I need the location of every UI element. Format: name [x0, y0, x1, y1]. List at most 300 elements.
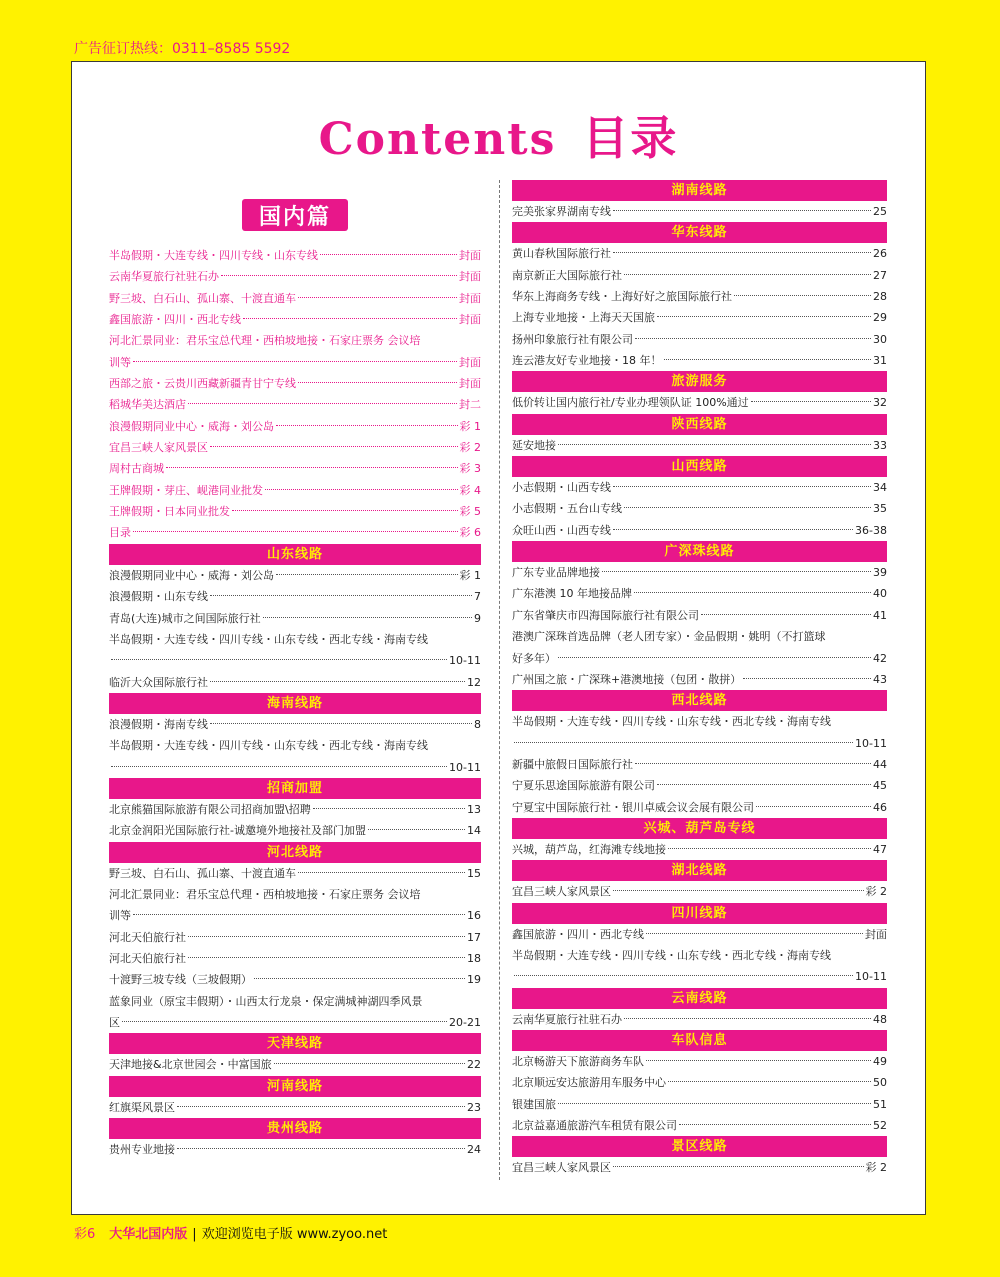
toc-entry-page: 43	[873, 672, 887, 686]
toc-entry[interactable]	[512, 1157, 887, 1178]
toc-entry[interactable]	[109, 352, 481, 373]
toc-entry-page: 7	[474, 590, 481, 604]
toc-entry-page: 51	[873, 1097, 887, 1111]
footer-separator: |	[192, 1227, 197, 1242]
toc-entry-title: 新疆中旅假日国际旅行社	[512, 757, 633, 771]
dot-leader	[635, 763, 871, 764]
dot-leader	[368, 829, 465, 830]
toc-entry-title: 十渡野三坡专线（三坡假期）	[109, 973, 252, 987]
toc-entry-page: 封面	[459, 355, 481, 369]
toc-entry-title: 小志假期・山西专线	[512, 481, 611, 495]
toc-entry-title: 半岛假期・大连专线・四川专线・山东专线・西北专线・海南专线	[512, 948, 831, 962]
toc-entry-title: 贵州专业地接	[109, 1143, 175, 1157]
toc-entry-page: 19	[467, 973, 481, 987]
dot-leader	[624, 507, 871, 508]
dot-leader	[265, 489, 458, 490]
toc-section	[512, 456, 887, 541]
toc-entry-title: 野三坡、白石山、孤山寨、十渡直通车	[109, 291, 296, 305]
section-header: 广深珠线路	[512, 541, 887, 562]
toc-entry-title: 蓝象同业（原宝丰假期）・山西太行龙泉・保定满城神湖四季风景	[109, 994, 423, 1008]
dot-leader	[263, 617, 472, 618]
dot-leader	[188, 936, 465, 937]
toc-entry[interactable]	[512, 648, 887, 669]
toc-entry-title: 半岛假期・大连专线・四川专线・山东专线・西北专线・海南专线	[109, 632, 428, 646]
toc-entry-page: 50	[873, 1076, 887, 1090]
toc-entry[interactable]	[109, 437, 481, 458]
toc-entry-page: 彩 4	[459, 483, 481, 497]
toc-entry-title: 目录	[109, 526, 131, 540]
toc-entry-title: 浪漫假期同业中心・威海・刘公岛	[109, 568, 274, 582]
toc-entry-page: 39	[873, 566, 887, 580]
toc-entry[interactable]	[109, 1012, 481, 1033]
toc-entry-page: 25	[873, 205, 887, 218]
section-header: 湖北线路	[512, 860, 887, 881]
toc-entry-title: 红旗渠风景区	[109, 1100, 175, 1114]
toc-entry[interactable]	[109, 820, 481, 841]
toc-entry[interactable]	[512, 329, 887, 350]
toc-entry-title: 宜昌三峡人家风景区	[512, 1161, 611, 1175]
toc-entry-title: 浪漫假期同业中心・威海・刘公岛	[109, 419, 274, 433]
toc-entry[interactable]	[109, 799, 481, 820]
toc-entry-page: 彩 2	[865, 1161, 887, 1175]
toc-entry[interactable]	[512, 392, 887, 413]
toc-entry[interactable]	[109, 394, 481, 415]
dot-leader	[635, 338, 871, 339]
dot-leader	[558, 1103, 871, 1104]
toc-entry-page: 10-11	[449, 654, 481, 668]
toc-entry-page: 40	[873, 587, 887, 601]
toc-entry[interactable]	[512, 1094, 887, 1115]
dot-leader	[664, 359, 872, 360]
toc-entry[interactable]	[109, 458, 481, 479]
toc-entry-page: 封二	[459, 398, 481, 412]
section-header: 西北线路	[512, 690, 887, 711]
toc-entry[interactable]	[512, 1051, 887, 1072]
toc-entry-page: 彩 5	[459, 505, 481, 519]
toc-entry[interactable]	[512, 711, 887, 732]
toc-entry-page: 30	[873, 332, 887, 346]
left-column	[109, 245, 481, 1160]
section-header: 陕西线路	[512, 414, 887, 435]
toc-entry-title: 野三坡、白石山、孤山寨、十渡直通车	[109, 866, 296, 880]
dot-leader	[210, 446, 458, 447]
toc-entry[interactable]	[512, 477, 887, 498]
toc-entry[interactable]	[512, 754, 887, 775]
toc-entry[interactable]	[512, 1115, 887, 1136]
toc-entry[interactable]	[109, 927, 481, 948]
toc-entry[interactable]	[109, 672, 481, 693]
toc-entry-page: 13	[467, 802, 481, 816]
toc-entry-title: 宜昌三峡人家风景区	[512, 885, 611, 899]
toc-entry[interactable]	[109, 586, 481, 607]
toc-entry-page: 41	[873, 608, 887, 622]
dot-leader	[734, 295, 871, 296]
dot-leader	[188, 403, 457, 404]
toc-entry-page: 27	[873, 268, 887, 282]
toc-entry[interactable]	[109, 1139, 481, 1160]
toc-entry[interactable]	[109, 650, 481, 671]
dot-leader	[668, 1081, 871, 1082]
toc-entry-title: 王牌假期・芽庄、岘港同业批发	[109, 483, 263, 497]
toc-entry-title: 北京畅游天下旅游商务车队	[512, 1054, 644, 1068]
ad-hotline: 广告征订热线：0311–8585 5592	[74, 41, 291, 57]
toc-entry-page: 44	[873, 757, 887, 771]
dot-leader	[558, 444, 871, 445]
toc-section	[512, 1136, 887, 1178]
dot-leader	[701, 614, 871, 615]
dot-leader	[210, 723, 472, 724]
dot-leader	[111, 766, 447, 767]
section-header: 四川线路	[512, 903, 887, 924]
toc-entry[interactable]	[512, 201, 887, 222]
toc-entry-page: 33	[873, 438, 887, 452]
toc-section	[512, 690, 887, 818]
toc-entry[interactable]	[109, 991, 481, 1012]
toc-entry[interactable]	[512, 265, 887, 286]
section-header: 河北线路	[109, 842, 481, 863]
toc-entry-title: 银建国旅	[512, 1097, 556, 1111]
toc-entry-page: 29	[873, 311, 887, 325]
dot-leader	[514, 742, 853, 743]
toc-entry-title: 好多年）	[512, 651, 556, 665]
toc-entry-title: 区	[109, 1016, 120, 1029]
toc-entry[interactable]	[109, 884, 481, 905]
section-header: 山东线路	[109, 544, 481, 565]
toc-entry[interactable]	[512, 350, 887, 371]
toc-entry-page: 封面	[459, 313, 481, 327]
toc-entry[interactable]	[512, 307, 887, 328]
toc-entry-page: 8	[474, 717, 481, 731]
toc-entry-page: 封面	[459, 377, 481, 391]
dot-leader	[210, 595, 472, 596]
toc-section	[109, 544, 481, 693]
toc-entry-title: 宁夏宝中国际旅行社・银川卓威会议会展有限公司	[512, 800, 754, 814]
toc-entry-title: 鑫国旅游・四川・西北专线	[512, 927, 644, 941]
toc-entry-title: 浪漫假期・海南专线	[109, 717, 208, 731]
toc-section	[109, 842, 481, 1034]
toc-entry-title: 天津地接&北京世园会・中富国旅	[109, 1058, 272, 1072]
dot-leader	[133, 914, 465, 915]
dot-leader	[166, 467, 458, 468]
dot-leader	[254, 978, 465, 979]
section-header: 兴城、葫芦岛专线	[512, 818, 887, 839]
toc-entry-page: 48	[873, 1012, 887, 1026]
toc-entry-title: 黄山春秋国际旅行社	[512, 247, 611, 261]
toc-entry-page: 彩 3	[459, 462, 481, 476]
toc-entry[interactable]	[109, 905, 481, 926]
toc-entry-title: 稻城华美达酒店	[109, 398, 186, 412]
toc-entry-title: 北京熊猫国际旅游有限公司招商加盟\招聘	[109, 802, 311, 816]
toc-entry-title: 训等	[109, 355, 131, 369]
toc-entry[interactable]	[109, 480, 481, 501]
section-header: 山西线路	[512, 456, 887, 477]
dot-leader	[613, 486, 871, 487]
dot-leader	[613, 1166, 864, 1167]
toc-entry-title: 浪漫假期・山东专线	[109, 590, 208, 604]
dot-leader	[221, 275, 457, 276]
toc-entry[interactable]	[512, 583, 887, 604]
page-title	[72, 102, 925, 168]
toc-entry-title: 兴城，葫芦岛，红海滩专线地接	[512, 842, 666, 856]
dot-leader	[679, 1124, 871, 1125]
publication-name: 大华北国内版	[109, 1227, 188, 1242]
toc-entry-title: 上海专业地接・上海天天国旅	[512, 311, 655, 325]
toc-entry[interactable]	[512, 839, 887, 860]
toc-section	[109, 778, 481, 842]
toc-entry[interactable]	[512, 1072, 887, 1093]
title-en: Contents	[318, 114, 557, 165]
toc-entry-title: 广东港澳 10 年地接品牌	[512, 587, 632, 601]
toc-entry-page: 28	[873, 290, 887, 304]
dot-leader	[298, 872, 465, 873]
dot-leader	[210, 681, 465, 682]
toc-entry-page: 35	[873, 502, 887, 516]
toc-entry-page: 32	[873, 396, 887, 410]
toc-entry-title: 云南华夏旅行社驻石办	[109, 270, 219, 284]
dot-leader	[751, 401, 871, 402]
toc-entry-page: 24	[467, 1143, 481, 1157]
dot-leader	[558, 657, 871, 658]
toc-entry-title: 延安地接	[512, 438, 556, 452]
toc-entry-title: 宜昌三峡人家风景区	[109, 441, 208, 455]
dot-leader	[274, 1063, 465, 1064]
right-column	[512, 180, 887, 1179]
toc-entry-title: 华东上海商务专线・上海好好之旅国际旅行社	[512, 290, 732, 304]
toc-entry[interactable]	[109, 330, 481, 351]
toc-entry-title: 港澳广深珠首选品牌（老人团专家）・金品假期・姚明（不打篮球	[512, 630, 826, 644]
toc-entry-page: 15	[467, 866, 481, 880]
domestic-section-label: 国内篇	[242, 199, 348, 231]
dot-leader	[657, 784, 871, 785]
toc-entry-title: 南京新正大国际旅行社	[512, 268, 622, 282]
toc-entry[interactable]	[512, 881, 887, 902]
toc-entry-page: 封面	[459, 291, 481, 305]
toc-entry[interactable]	[512, 945, 887, 966]
dot-leader	[602, 571, 871, 572]
toc-section	[109, 1033, 481, 1075]
dot-leader	[624, 1018, 871, 1019]
toc-entry-title: 低价转让国内旅行社/专业办理领队证 100%通过	[512, 396, 749, 410]
toc-section	[512, 541, 887, 690]
toc-entry-title: 北京顺远安达旅游用车服务中心	[512, 1076, 666, 1090]
title-cn: 目录	[582, 111, 679, 165]
toc-entry[interactable]	[109, 416, 481, 437]
page-number: 彩6	[74, 1227, 96, 1242]
toc-entry-page: 18	[467, 951, 481, 965]
toc-entry[interactable]	[109, 608, 481, 629]
toc-entry-title: 广东省肇庆市四海国际旅行社有限公司	[512, 608, 699, 622]
toc-entry[interactable]	[512, 626, 887, 647]
section-header: 旅游服务	[512, 371, 887, 392]
toc-section	[512, 1030, 887, 1136]
dot-leader	[111, 659, 447, 660]
toc-entry-title: 河北汇景同业：君乐宝总代理・西柏坡地接・石家庄票务 会议培	[109, 887, 421, 901]
toc-entry-page: 10-11	[855, 736, 887, 750]
section-header: 天津线路	[109, 1033, 481, 1054]
dot-leader	[122, 1021, 447, 1022]
toc-entry[interactable]	[512, 435, 887, 456]
toc-entry-title: 广东专业品牌地接	[512, 566, 600, 580]
toc-entry[interactable]	[512, 733, 887, 754]
toc-entry-title: 河北天伯旅行社	[109, 951, 186, 965]
dot-leader	[613, 210, 871, 211]
toc-entry[interactable]	[109, 565, 481, 586]
toc-entry[interactable]	[109, 757, 481, 778]
toc-section	[512, 903, 887, 988]
toc-entry[interactable]	[109, 266, 481, 287]
toc-entry-title: 北京益嘉通旅游汽车租赁有限公司	[512, 1119, 677, 1132]
toc-entry[interactable]	[109, 969, 481, 990]
toc-entry-page: 12	[467, 675, 481, 689]
toc-entry[interactable]	[512, 797, 887, 818]
toc-entry-page: 彩 1	[459, 568, 481, 582]
toc-entry[interactable]	[512, 286, 887, 307]
dot-leader	[298, 382, 457, 383]
toc-entry-page: 封面	[865, 927, 887, 941]
toc-entry-page: 彩 1	[459, 419, 481, 433]
toc-entry-title: 广州国之旅・广深珠+港澳地接（包团・散拼）	[512, 672, 742, 686]
toc-entry-title: 临沂大众国际旅行社	[109, 675, 208, 689]
dot-leader	[624, 274, 871, 275]
toc-entry-title: 扬州印象旅行社有限公司	[512, 332, 633, 346]
toc-entry-title: 半岛假期・大连专线・四川专线・山东专线	[109, 249, 318, 262]
toc-section	[512, 180, 887, 222]
toc-entry-title: 青岛(大连)城市之间国际旅行社	[109, 611, 261, 625]
dot-leader	[177, 1106, 465, 1107]
toc-section	[512, 371, 887, 413]
section-header: 贵州线路	[109, 1118, 481, 1139]
toc-entry-title: 半岛假期・大连专线・四川专线・山东专线・西北专线・海南专线	[512, 715, 831, 729]
toc-entry[interactable]	[512, 498, 887, 519]
toc-entry-page: 34	[873, 481, 887, 495]
toc-entry-page: 14	[467, 824, 481, 838]
dot-leader	[657, 316, 871, 317]
dot-leader	[276, 425, 458, 426]
toc-entry-page: 17	[467, 930, 481, 944]
toc-entry[interactable]	[512, 520, 887, 541]
toc-entry-title: 王牌假期・日本同业批发	[109, 505, 230, 519]
toc-entry-title: 周村古商城	[109, 462, 164, 476]
toc-entry[interactable]	[109, 1097, 481, 1118]
toc-entry-title: 云南华夏旅行社驻石办	[512, 1012, 622, 1026]
toc-entry[interactable]	[512, 924, 887, 945]
toc-entry[interactable]	[109, 948, 481, 969]
toc-section	[109, 693, 481, 778]
toc-entry-page: 彩 6	[459, 526, 481, 540]
dot-leader	[668, 848, 871, 849]
dot-leader	[232, 510, 458, 511]
toc-section	[109, 1076, 481, 1118]
website-text[interactable]: 欢迎浏览电子版 www.zyoo.net	[201, 1227, 388, 1242]
toc-section	[512, 414, 887, 456]
toc-entry-page: 封面	[459, 249, 481, 262]
section-header: 湖南线路	[512, 180, 887, 201]
toc-entry-title: 训等	[109, 909, 131, 923]
toc-entry-page: 42	[873, 651, 887, 665]
toc-entry[interactable]	[109, 1054, 481, 1075]
section-header: 河南线路	[109, 1076, 481, 1097]
contents-page	[71, 61, 926, 1215]
toc-entry-title: 众旺山西・山西专线	[512, 523, 611, 537]
toc-entry[interactable]	[512, 966, 887, 987]
section-header: 招商加盟	[109, 778, 481, 799]
toc-section	[512, 222, 887, 371]
toc-entry[interactable]	[512, 775, 887, 796]
column-divider	[499, 180, 500, 1180]
toc-entry-page: 26	[873, 247, 887, 261]
toc-entry-page: 16	[467, 909, 481, 923]
dot-leader	[133, 531, 458, 532]
toc-entry-page: 10-11	[855, 970, 887, 984]
toc-section	[512, 818, 887, 860]
toc-entry[interactable]	[109, 245, 481, 266]
section-header: 景区线路	[512, 1136, 887, 1157]
section-header: 华东线路	[512, 222, 887, 243]
toc-entry[interactable]	[109, 501, 481, 522]
toc-entry[interactable]	[512, 669, 887, 690]
toc-entry-title: 小志假期・五台山专线	[512, 502, 622, 516]
toc-entry-page: 45	[873, 779, 887, 793]
dot-leader	[298, 297, 457, 298]
toc-entry-page: 彩 2	[865, 885, 887, 899]
toc-entry-page: 49	[873, 1054, 887, 1068]
section-header: 车队信息	[512, 1030, 887, 1051]
toc-entry-page: 31	[873, 354, 887, 368]
dot-leader	[613, 529, 853, 530]
toc-section	[512, 988, 887, 1030]
dot-leader	[646, 1060, 871, 1061]
toc-entry[interactable]	[512, 243, 887, 264]
toc-entry[interactable]	[109, 863, 481, 884]
toc-section	[512, 860, 887, 902]
dot-leader	[646, 933, 863, 934]
toc-entry-title: 河北天伯旅行社	[109, 930, 186, 944]
toc-entry[interactable]	[109, 373, 481, 394]
toc-entry-page: 9	[474, 611, 481, 625]
dot-leader	[313, 808, 465, 809]
dot-leader	[743, 678, 871, 679]
toc-entry[interactable]	[109, 629, 481, 650]
toc-entry[interactable]	[109, 735, 481, 756]
toc-entry-title: 北京金润阳光国际旅行社-诚邀境外地接社及部门加盟	[109, 824, 366, 838]
toc-section	[109, 1118, 481, 1160]
dot-leader	[177, 1148, 465, 1149]
toc-entry-page: 47	[873, 842, 887, 856]
section-header: 海南线路	[109, 693, 481, 714]
dot-leader	[514, 975, 853, 976]
toc-entry-page: 46	[873, 800, 887, 814]
toc-entry-page: 52	[873, 1119, 887, 1132]
dot-leader	[634, 592, 871, 593]
dot-leader	[613, 252, 871, 253]
toc-entry[interactable]	[512, 1009, 887, 1030]
toc-entry[interactable]	[512, 605, 887, 626]
toc-entry-page: 封面	[459, 270, 481, 284]
toc-entry[interactable]	[109, 714, 481, 735]
toc-entry[interactable]	[109, 522, 481, 543]
toc-entry-title: 河北汇景同业：君乐宝总代理・西柏坡地接・石家庄票务 会议培	[109, 334, 421, 348]
toc-entry[interactable]	[109, 288, 481, 309]
toc-entry-page: 23	[467, 1100, 481, 1114]
toc-entry[interactable]	[512, 562, 887, 583]
toc-entry-page: 20-21	[449, 1016, 481, 1029]
toc-entry-title: 宁夏乐思途国际旅游有限公司	[512, 779, 655, 793]
section-header: 云南线路	[512, 988, 887, 1009]
dot-leader	[276, 574, 458, 575]
toc-entry-title: 鑫国旅游・四川・西北专线	[109, 313, 241, 327]
footer	[74, 1223, 387, 1242]
toc-entry[interactable]	[109, 309, 481, 330]
